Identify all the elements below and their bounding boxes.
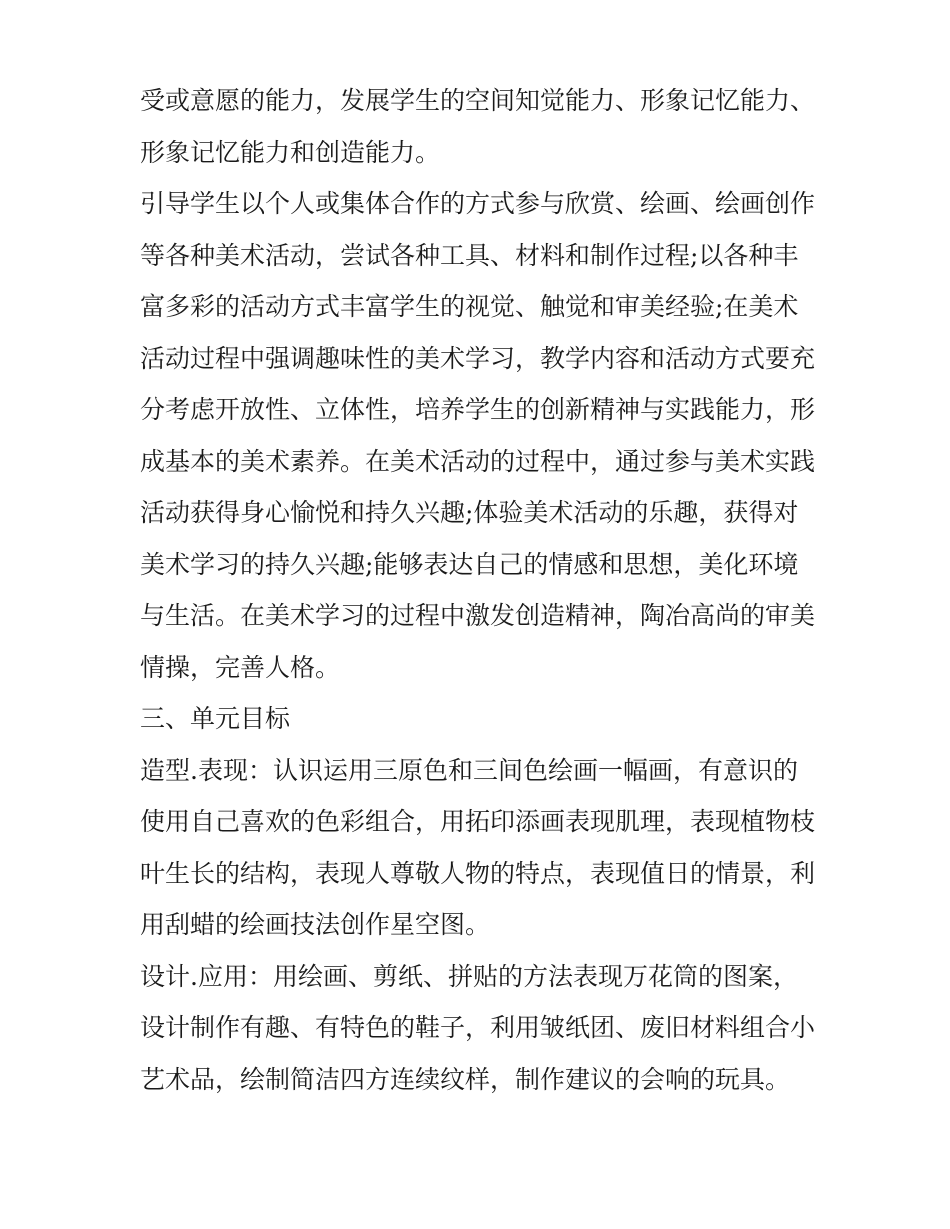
text-line: 使用自己喜欢的色彩组合，用拓印添画表现肌理，表现植物枝 (140, 807, 816, 836)
text-line: 叶生长的结构，表现人尊敬人物的特点，表现值日的情景，利 (140, 858, 816, 888)
text-line: 造型.表现：认识运用三原色和三间色绘画一幅画，有意识的 (140, 755, 798, 785)
text-line: 艺术品，绘制简洁四方连续纹样，制作建议的会响的玩具。 (140, 1064, 791, 1094)
text-line: 分考虑开放性、立体性，培养学生的创新精神与实践能力，形 (140, 395, 816, 424)
text-line: 受或意愿的能力，发展学生的空间知觉能力、形象记忆能力、 (140, 86, 816, 115)
text-line: 设计.应用：用绘画、剪纸、拼贴的方法表现万花筒的图案， (140, 961, 798, 991)
text-line: 活动过程中强调趣味性的美术学习，教学内容和活动方式要充 (140, 343, 816, 373)
text-line: 美术学习的持久兴趣;能够表达自己的情感和思想，美化环境 (140, 549, 799, 579)
text-line: 与生活。在美术学习的过程中激发创造精神，陶冶高尚的审美 (140, 601, 816, 630)
text-line: 设计制作有趣、有特色的鞋子，利用皱纸团、废旧材料组合小 (140, 1013, 816, 1042)
text-line: 成基本的美术素养。在美术活动的过程中，通过参与美术实践 (140, 446, 816, 476)
text-line: 活动获得身心愉悦和持久兴趣;体验美术活动的乐趣，获得对 (140, 498, 799, 527)
document-body (140, 75, 820, 1105)
text-line: 富多彩的活动方式丰富学生的视觉、触觉和审美经验;在美术 (140, 292, 799, 321)
text-line: 引导学生以个人或集体合作的方式参与欣赏、绘画、绘画创作 (140, 189, 816, 218)
text-line: 情操，完善人格。 (140, 652, 341, 682)
text-line: 等各种美术活动，尝试各种工具、材料和制作过程;以各种丰 (140, 240, 799, 270)
text-line: 用刮蜡的绘画技法创作星空图。 (140, 910, 491, 939)
text-line: 形象记忆能力和创造能力。 (140, 137, 441, 167)
section-heading: 三、单元目标 (140, 704, 291, 733)
